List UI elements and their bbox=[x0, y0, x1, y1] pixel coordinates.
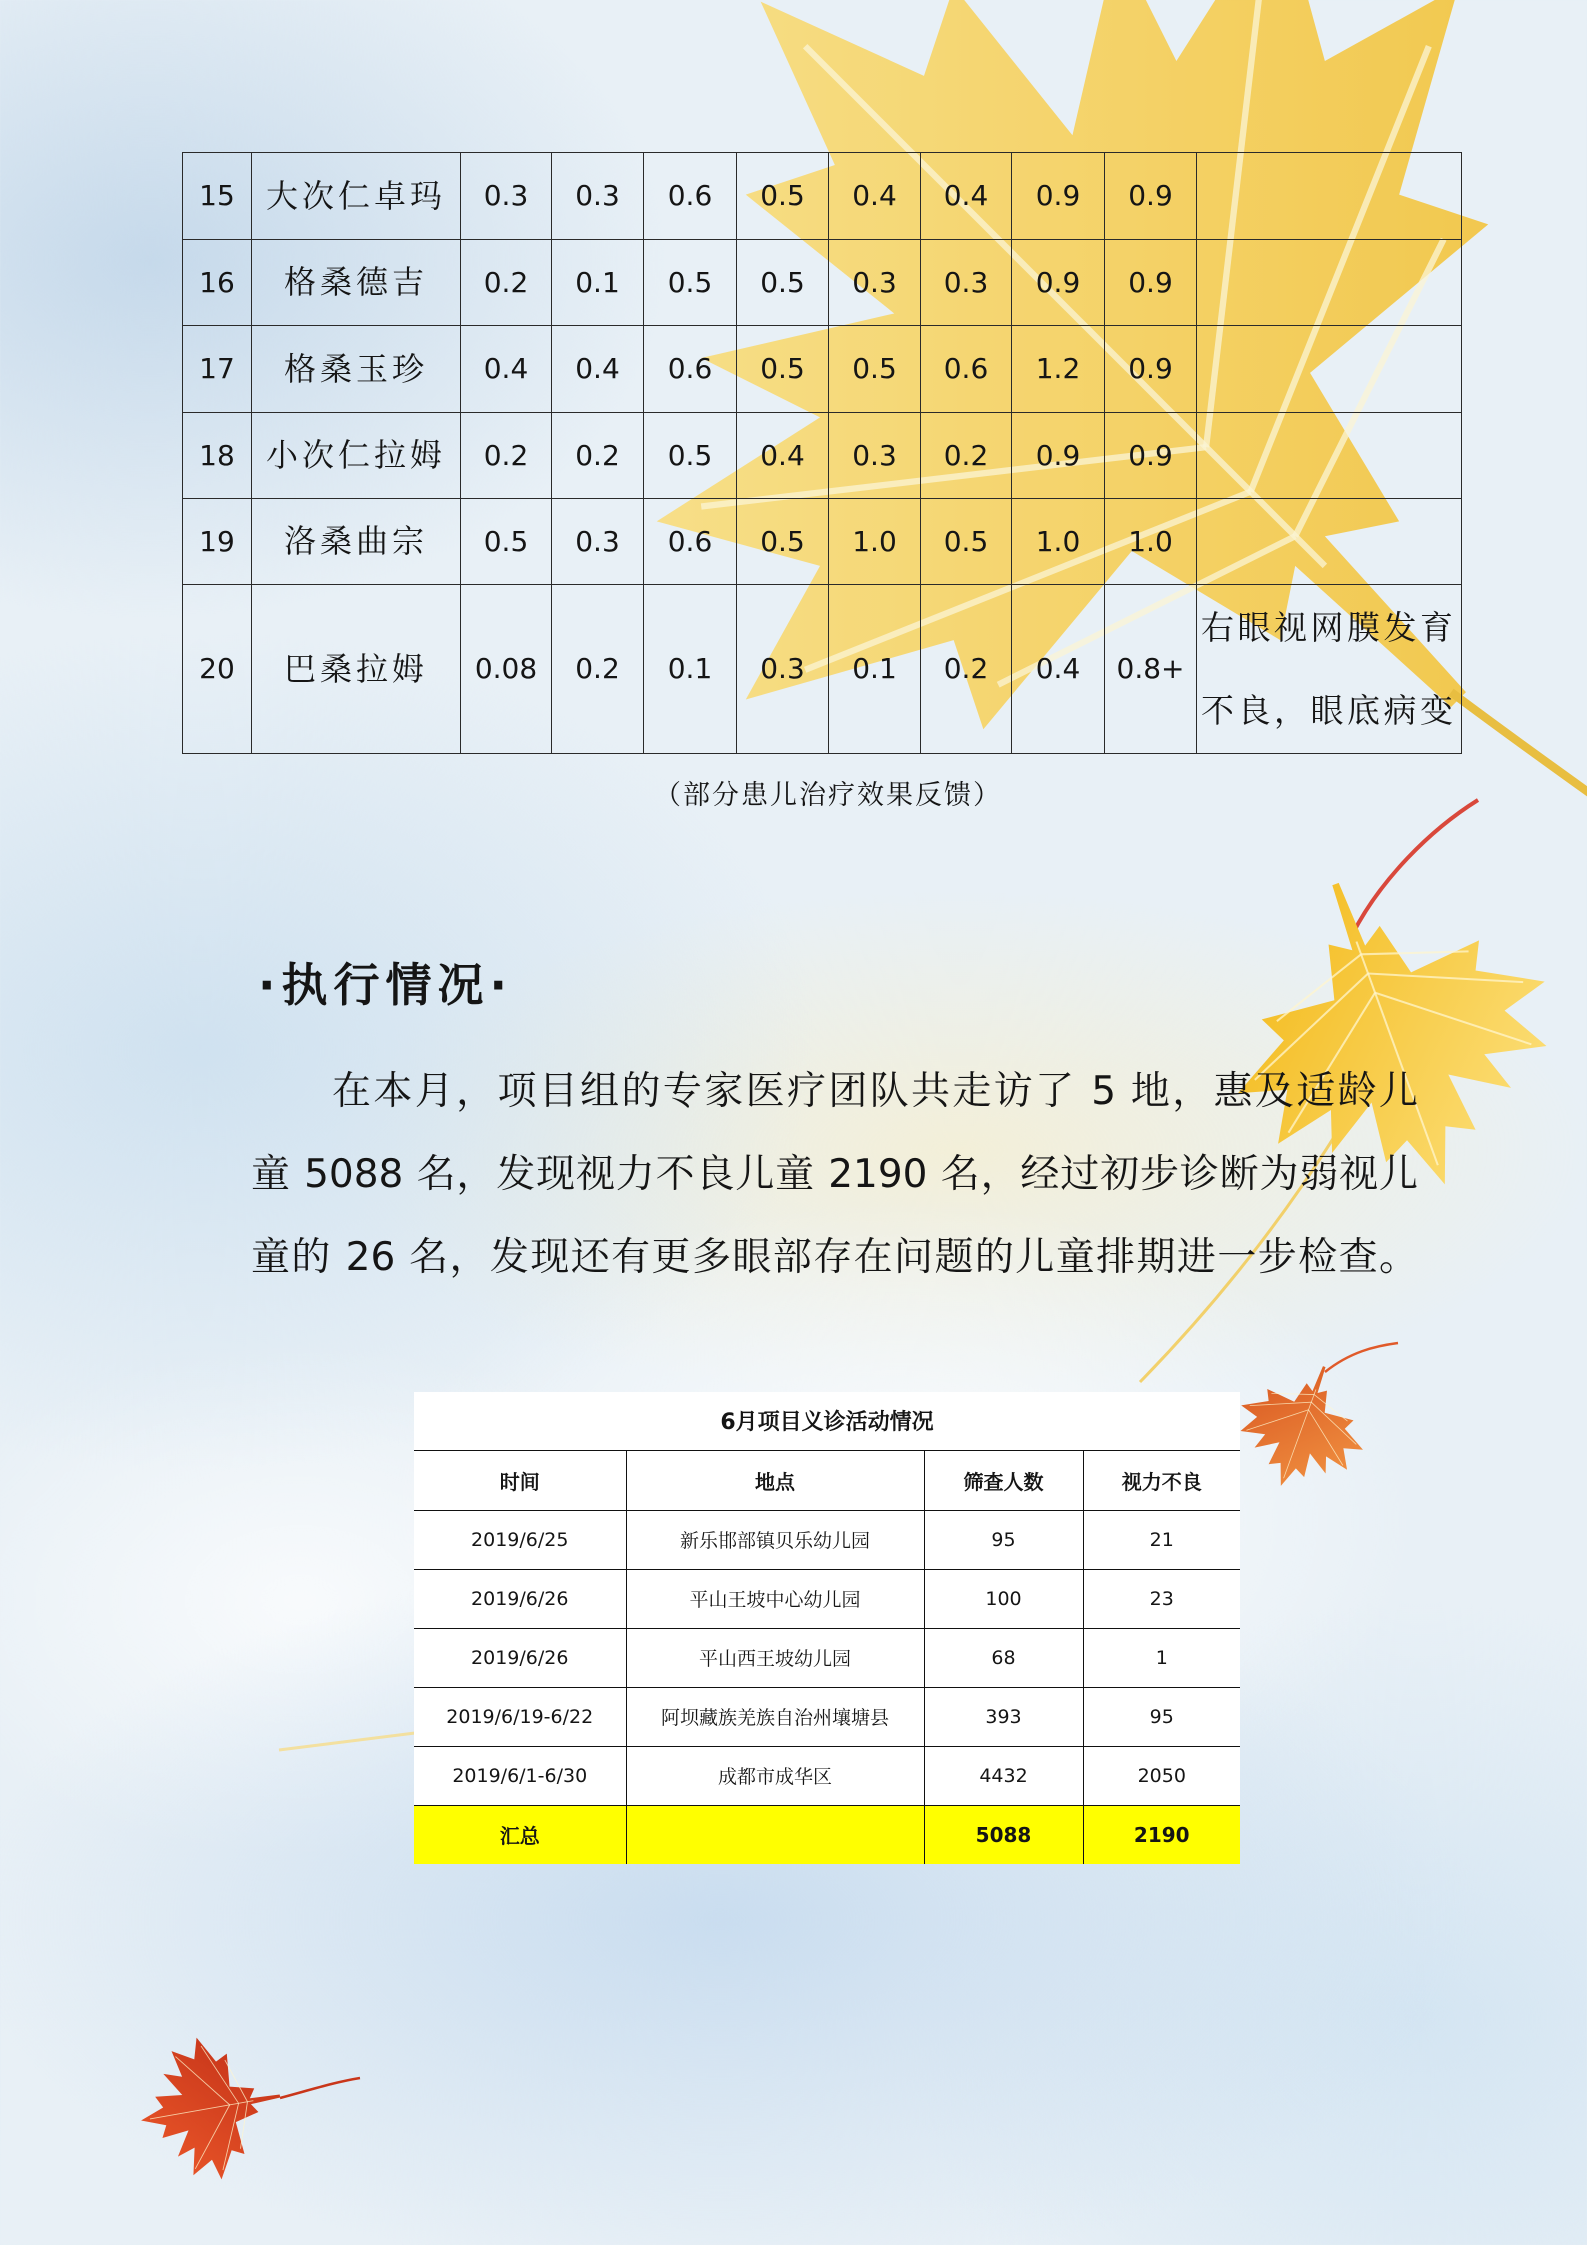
vision-value-cell: 0.1 bbox=[829, 585, 921, 754]
leaf-stem bbox=[1325, 1343, 1398, 1372]
vision-value-cell: 0.3 bbox=[829, 240, 921, 326]
date-cell: 2019/6/25 bbox=[414, 1510, 626, 1569]
vision-value-cell: 0.6 bbox=[644, 326, 737, 413]
table-row bbox=[414, 1746, 1240, 1805]
vision-value-cell: 0.9 bbox=[1105, 153, 1197, 240]
vision-row bbox=[183, 153, 1462, 240]
row-number-cell: 20 bbox=[183, 585, 252, 754]
row-number-cell: 15 bbox=[183, 153, 252, 240]
patient-name-cell: 小次仁拉姆 bbox=[252, 413, 461, 499]
poor-vision-cell: 95 bbox=[1083, 1687, 1240, 1746]
vision-value-cell: 0.9 bbox=[1105, 240, 1197, 326]
vision-row bbox=[183, 499, 1462, 585]
vision-value-cell: 0.6 bbox=[644, 499, 737, 585]
vision-value-cell: 0.5 bbox=[921, 499, 1012, 585]
vision-value-cell: 0.8+ bbox=[1105, 585, 1197, 754]
vision-value-cell: 1.0 bbox=[1105, 499, 1197, 585]
note-cell bbox=[1197, 499, 1462, 585]
note-cell bbox=[1197, 413, 1462, 499]
activity-summary-table bbox=[414, 1392, 1240, 1864]
total-label-cell: 汇总 bbox=[414, 1805, 626, 1864]
activity-table-title: 6月项目义诊活动情况 bbox=[720, 1410, 934, 1436]
patient-name-cell: 大次仁卓玛 bbox=[252, 153, 461, 240]
screened-cell: 4432 bbox=[924, 1746, 1083, 1805]
paragraph-line: 童的 26 名，发现还有更多眼部存在问题的儿童排期进一步检查。 bbox=[251, 1235, 1418, 1280]
patient-name-cell: 洛桑曲宗 bbox=[252, 499, 461, 585]
note-cell bbox=[1197, 326, 1462, 413]
vision-value-cell: 0.3 bbox=[552, 499, 644, 585]
vision-value-cell: 0.9 bbox=[1105, 326, 1197, 413]
patient-name-cell: 格桑德吉 bbox=[252, 240, 461, 326]
patient-name-cell: 格桑玉珍 bbox=[252, 326, 461, 413]
maple-leaf-icon bbox=[129, 2025, 293, 2191]
vision-value-cell: 1.2 bbox=[1012, 326, 1105, 413]
vision-value-cell: 0.9 bbox=[1105, 413, 1197, 499]
note-cell: 右眼视网膜发育不良，眼底病变 bbox=[1197, 585, 1462, 754]
leaf-stem bbox=[1352, 800, 1478, 935]
vision-value-cell: 0.2 bbox=[461, 413, 552, 499]
total-location-cell bbox=[626, 1805, 924, 1864]
header-screened: 筛查人数 bbox=[924, 1450, 1083, 1510]
screened-cell: 68 bbox=[924, 1628, 1083, 1687]
vision-value-cell: 0.5 bbox=[461, 499, 552, 585]
leaf-stem bbox=[280, 2078, 360, 2098]
total-poor-vision-cell: 2190 bbox=[1083, 1805, 1240, 1864]
vision-value-cell: 0.4 bbox=[921, 153, 1012, 240]
poor-vision-cell: 23 bbox=[1083, 1569, 1240, 1628]
title-row bbox=[414, 1392, 1240, 1450]
poor-vision-cell: 1 bbox=[1083, 1628, 1240, 1687]
row-number-cell: 18 bbox=[183, 413, 252, 499]
maple-leaf-icon bbox=[1220, 1344, 1385, 1508]
date-cell: 2019/6/1-6/30 bbox=[414, 1746, 626, 1805]
header-row bbox=[414, 1450, 1240, 1510]
date-cell: 2019/6/26 bbox=[414, 1628, 626, 1687]
vision-value-cell: 0.4 bbox=[829, 153, 921, 240]
vision-value-cell: 0.6 bbox=[644, 153, 737, 240]
vision-value-cell: 0.5 bbox=[737, 153, 829, 240]
table-row bbox=[414, 1628, 1240, 1687]
vision-value-cell: 0.5 bbox=[644, 413, 737, 499]
location-cell: 平山王坡中心幼儿园 bbox=[626, 1569, 924, 1628]
row-number-cell: 19 bbox=[183, 499, 252, 585]
paragraph-line: 在本月，项目组的专家医疗团队共走访了 5 地，惠及适龄儿 bbox=[332, 1069, 1418, 1114]
table-row bbox=[414, 1569, 1240, 1628]
vision-value-cell: 0.4 bbox=[552, 326, 644, 413]
screened-cell: 95 bbox=[924, 1510, 1083, 1569]
leaf-stem bbox=[279, 1733, 415, 1750]
section-paragraph bbox=[251, 1050, 1418, 1299]
row-number-cell: 16 bbox=[183, 240, 252, 326]
screened-cell: 393 bbox=[924, 1687, 1083, 1746]
table-row bbox=[414, 1687, 1240, 1746]
vision-value-cell: 0.6 bbox=[921, 326, 1012, 413]
date-cell: 2019/6/19-6/22 bbox=[414, 1687, 626, 1746]
vision-value-cell: 1.0 bbox=[1012, 499, 1105, 585]
header-location: 地点 bbox=[626, 1450, 924, 1510]
paragraph-line: 童 5088 名，发现视力不良儿童 2190 名，经过初步诊断为弱视儿 bbox=[251, 1152, 1418, 1197]
vision-value-cell: 0.3 bbox=[737, 585, 829, 754]
poor-vision-cell: 2050 bbox=[1083, 1746, 1240, 1805]
patient-name-cell: 巴桑拉姆 bbox=[252, 585, 461, 754]
vision-value-cell: 0.3 bbox=[829, 413, 921, 499]
header-poor-vision: 视力不良 bbox=[1083, 1450, 1240, 1510]
vision-value-cell: 0.9 bbox=[1012, 240, 1105, 326]
vision-value-cell: 0.4 bbox=[1012, 585, 1105, 754]
vision-value-cell: 0.1 bbox=[644, 585, 737, 754]
vision-value-cell: 0.2 bbox=[921, 585, 1012, 754]
poor-vision-cell: 21 bbox=[1083, 1510, 1240, 1569]
vision-value-cell: 0.2 bbox=[461, 240, 552, 326]
vision-value-cell: 0.2 bbox=[552, 413, 644, 499]
vision-value-cell: 0.3 bbox=[461, 153, 552, 240]
vision-value-cell: 0.1 bbox=[552, 240, 644, 326]
section-heading: ·执行情况· bbox=[258, 958, 513, 1012]
note-cell bbox=[1197, 240, 1462, 326]
table-row bbox=[414, 1510, 1240, 1569]
vision-row bbox=[183, 413, 1462, 499]
vision-results-table bbox=[182, 152, 1462, 754]
location-cell: 阿坝藏族羌族自治州壤塘县 bbox=[626, 1687, 924, 1746]
date-cell: 2019/6/26 bbox=[414, 1569, 626, 1628]
location-cell: 新乐邯部镇贝乐幼儿园 bbox=[626, 1510, 924, 1569]
vision-value-cell: 0.3 bbox=[921, 240, 1012, 326]
vision-value-cell: 0.9 bbox=[1012, 413, 1105, 499]
vision-value-cell: 0.5 bbox=[737, 326, 829, 413]
header-date: 时间 bbox=[414, 1450, 626, 1510]
vision-value-cell: 1.0 bbox=[829, 499, 921, 585]
vision-row bbox=[183, 585, 1462, 754]
note-cell bbox=[1197, 153, 1462, 240]
vision-value-cell: 0.5 bbox=[737, 499, 829, 585]
location-cell: 平山西王坡幼儿园 bbox=[626, 1628, 924, 1687]
vision-value-cell: 0.5 bbox=[737, 240, 829, 326]
vision-value-cell: 0.2 bbox=[552, 585, 644, 754]
total-screened-cell: 5088 bbox=[924, 1805, 1083, 1864]
row-number-cell: 17 bbox=[183, 326, 252, 413]
vision-value-cell: 0.08 bbox=[461, 585, 552, 754]
vision-value-cell: 0.9 bbox=[1012, 153, 1105, 240]
vision-value-cell: 0.4 bbox=[737, 413, 829, 499]
screened-cell: 100 bbox=[924, 1569, 1083, 1628]
vision-value-cell: 0.5 bbox=[644, 240, 737, 326]
total-row bbox=[414, 1805, 1240, 1864]
vision-value-cell: 0.5 bbox=[829, 326, 921, 413]
table-caption: （部分患儿治疗效果反馈） bbox=[654, 780, 1002, 811]
location-cell: 成都市成华区 bbox=[626, 1746, 924, 1805]
vision-row bbox=[183, 326, 1462, 413]
vision-row bbox=[183, 240, 1462, 326]
vision-value-cell: 0.4 bbox=[461, 326, 552, 413]
vision-value-cell: 0.2 bbox=[921, 413, 1012, 499]
vision-value-cell: 0.3 bbox=[552, 153, 644, 240]
